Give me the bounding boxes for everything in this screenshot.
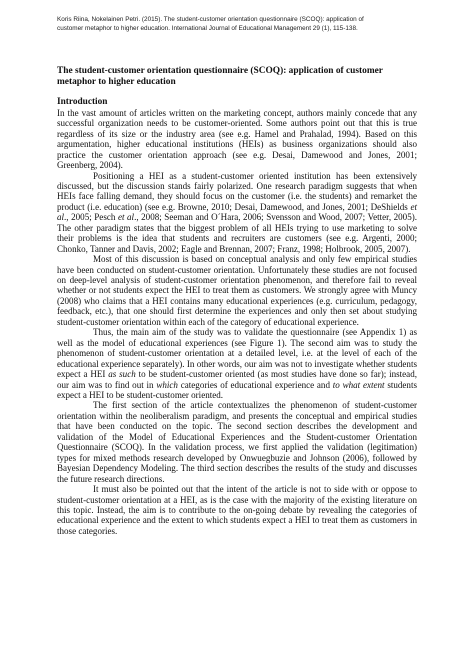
italic-run: et al [117,212,135,223]
body-paragraph [57,484,417,536]
text-run: In the vast amount of articles written on the marketing concept, authors mainly concede that any successful organization needs to be customer-oriented. Some authors point out that this is true regardless of its size or the industry area (see e.g. Hamel and Prahalad, 1994). Based on this argumentation, higher educational institutions (HEIs) as business organizations should also practice the customer orientation approach (see e.g. Desai, Damewood and Jones, 2001; Greenberg, 2004). [57,107,417,171]
italic-run: et al [57,201,417,223]
citation-header [57,15,417,33]
italic-run: which [156,379,178,390]
text-run: Thus, the main aim of the study was to validate the questionnaire (see Appendix 1) as well as the model of educational experiences (see Figure 1). The second aim was to study the phenomenon of student-customer orientation at a detailed level, i.e. at the level of each of the educational experience separately). In other words, our aim was not to investigate whether students expect a HEI [57,327,417,380]
body-paragraph [57,171,417,255]
section-heading-introduction: Introduction [57,97,108,108]
text-run: ., 2005; Pesch [64,212,118,223]
text-run: Most of this discussion is based on conceptual analysis and only few empirical studies have been conducted on student-customer orientation. Unfortunately these studies are not focused on deep-level analysis of student-customer orientation phenomenon, and therefore fail to reveal whether or not students expect the HEI to treat them as customers. We strongly agree with Muncy (2008) who claims that a HEI contains many educational experiences (e.g. curriculum, pedagogy, feedback, etc.), that one should first determine the experiences and only then set about studying student-customer orientation within each of the category of educational experience. [57,254,417,327]
text-run: to be student-customer oriented (as most studies have done so far); instead, our aim was to find out in [57,369,417,390]
body-paragraph [57,327,417,400]
text-run: categories of educational experience and [177,379,333,390]
article-title: The student-customer orientation questionnaire (SCOQ): application of customer metaphor to higher education [57,66,383,87]
text-run: The first section of the article contextualizes the phenomenon of student-customer orientation within the neoliberalism paradigm, and presents the conceptual and empirical studies that have been conducted on the topic. The second section describes the development and validation of the Model of Educational Experiences and the Student-customer Orientation Questionnaire (SCOQ). In the validation process, we first applied the validation (legitimation) types for mixed methods research developed by Onwuegbuzie and Johnson (2006), followed by Bayesian Dependency Modeling. The third section describes the results of the study and discusses the future research directions. [57,400,417,484]
body-paragraph [57,108,417,171]
article-body [57,66,417,536]
text-run: It must also be pointed out that the intent of the article is not to side with or oppose to student-customer orientation at a HEI, as is the case with the majority of the existing literature on this topic. Instead, the aim is to contribute to the on-going debate by revealing the categories of educational experience and the extent to which students expect a HEI to treat them as customers in those categories. [57,484,417,536]
text-run: ., 2008; Seeman and O´Hara, 2006; Svensson and Wood, 2007; Vetter, 2005). The other paradigm states that the biggest problem of all HEIs trying to use marketing to solve their problems is the idea that students and recruiters are customers (see e.g. Argenti, 2000; Chonko, Tanner and Davis, 2002; Eagle and Brennan, 2007; Franz, 1998; Holbrook, 2005, 2007). [57,212,418,254]
citation-line-1: Koris Riina, Nokelainen Petri. (2015). The student-customer orientation questionnaire (SCOQ): application of [57,16,364,23]
text-run: Positioning a HEI as a student-customer oriented institution has been extensively discussed, but the discussion stands fairly polarized. One research paradigm suggests that when HEIs face falling demand, they should focus on the customer (i.e. the students) and remarket the product (i.e. education) (see e.g. Browne, 2010; Desai, Damewood, and Jones, 2001; DeShields [57,170,417,212]
introduction-paragraphs [57,108,417,537]
italic-run: as such [108,369,136,380]
citation-line-2: customer metaphor to higher education. International Journal of Educational Management 29 (1), 115-138. [57,25,358,32]
body-paragraph [57,400,417,484]
text-run: students expect a HEI to be student-customer oriented. [57,379,417,401]
body-paragraph [57,254,417,327]
italic-run: to what extent [332,379,385,390]
